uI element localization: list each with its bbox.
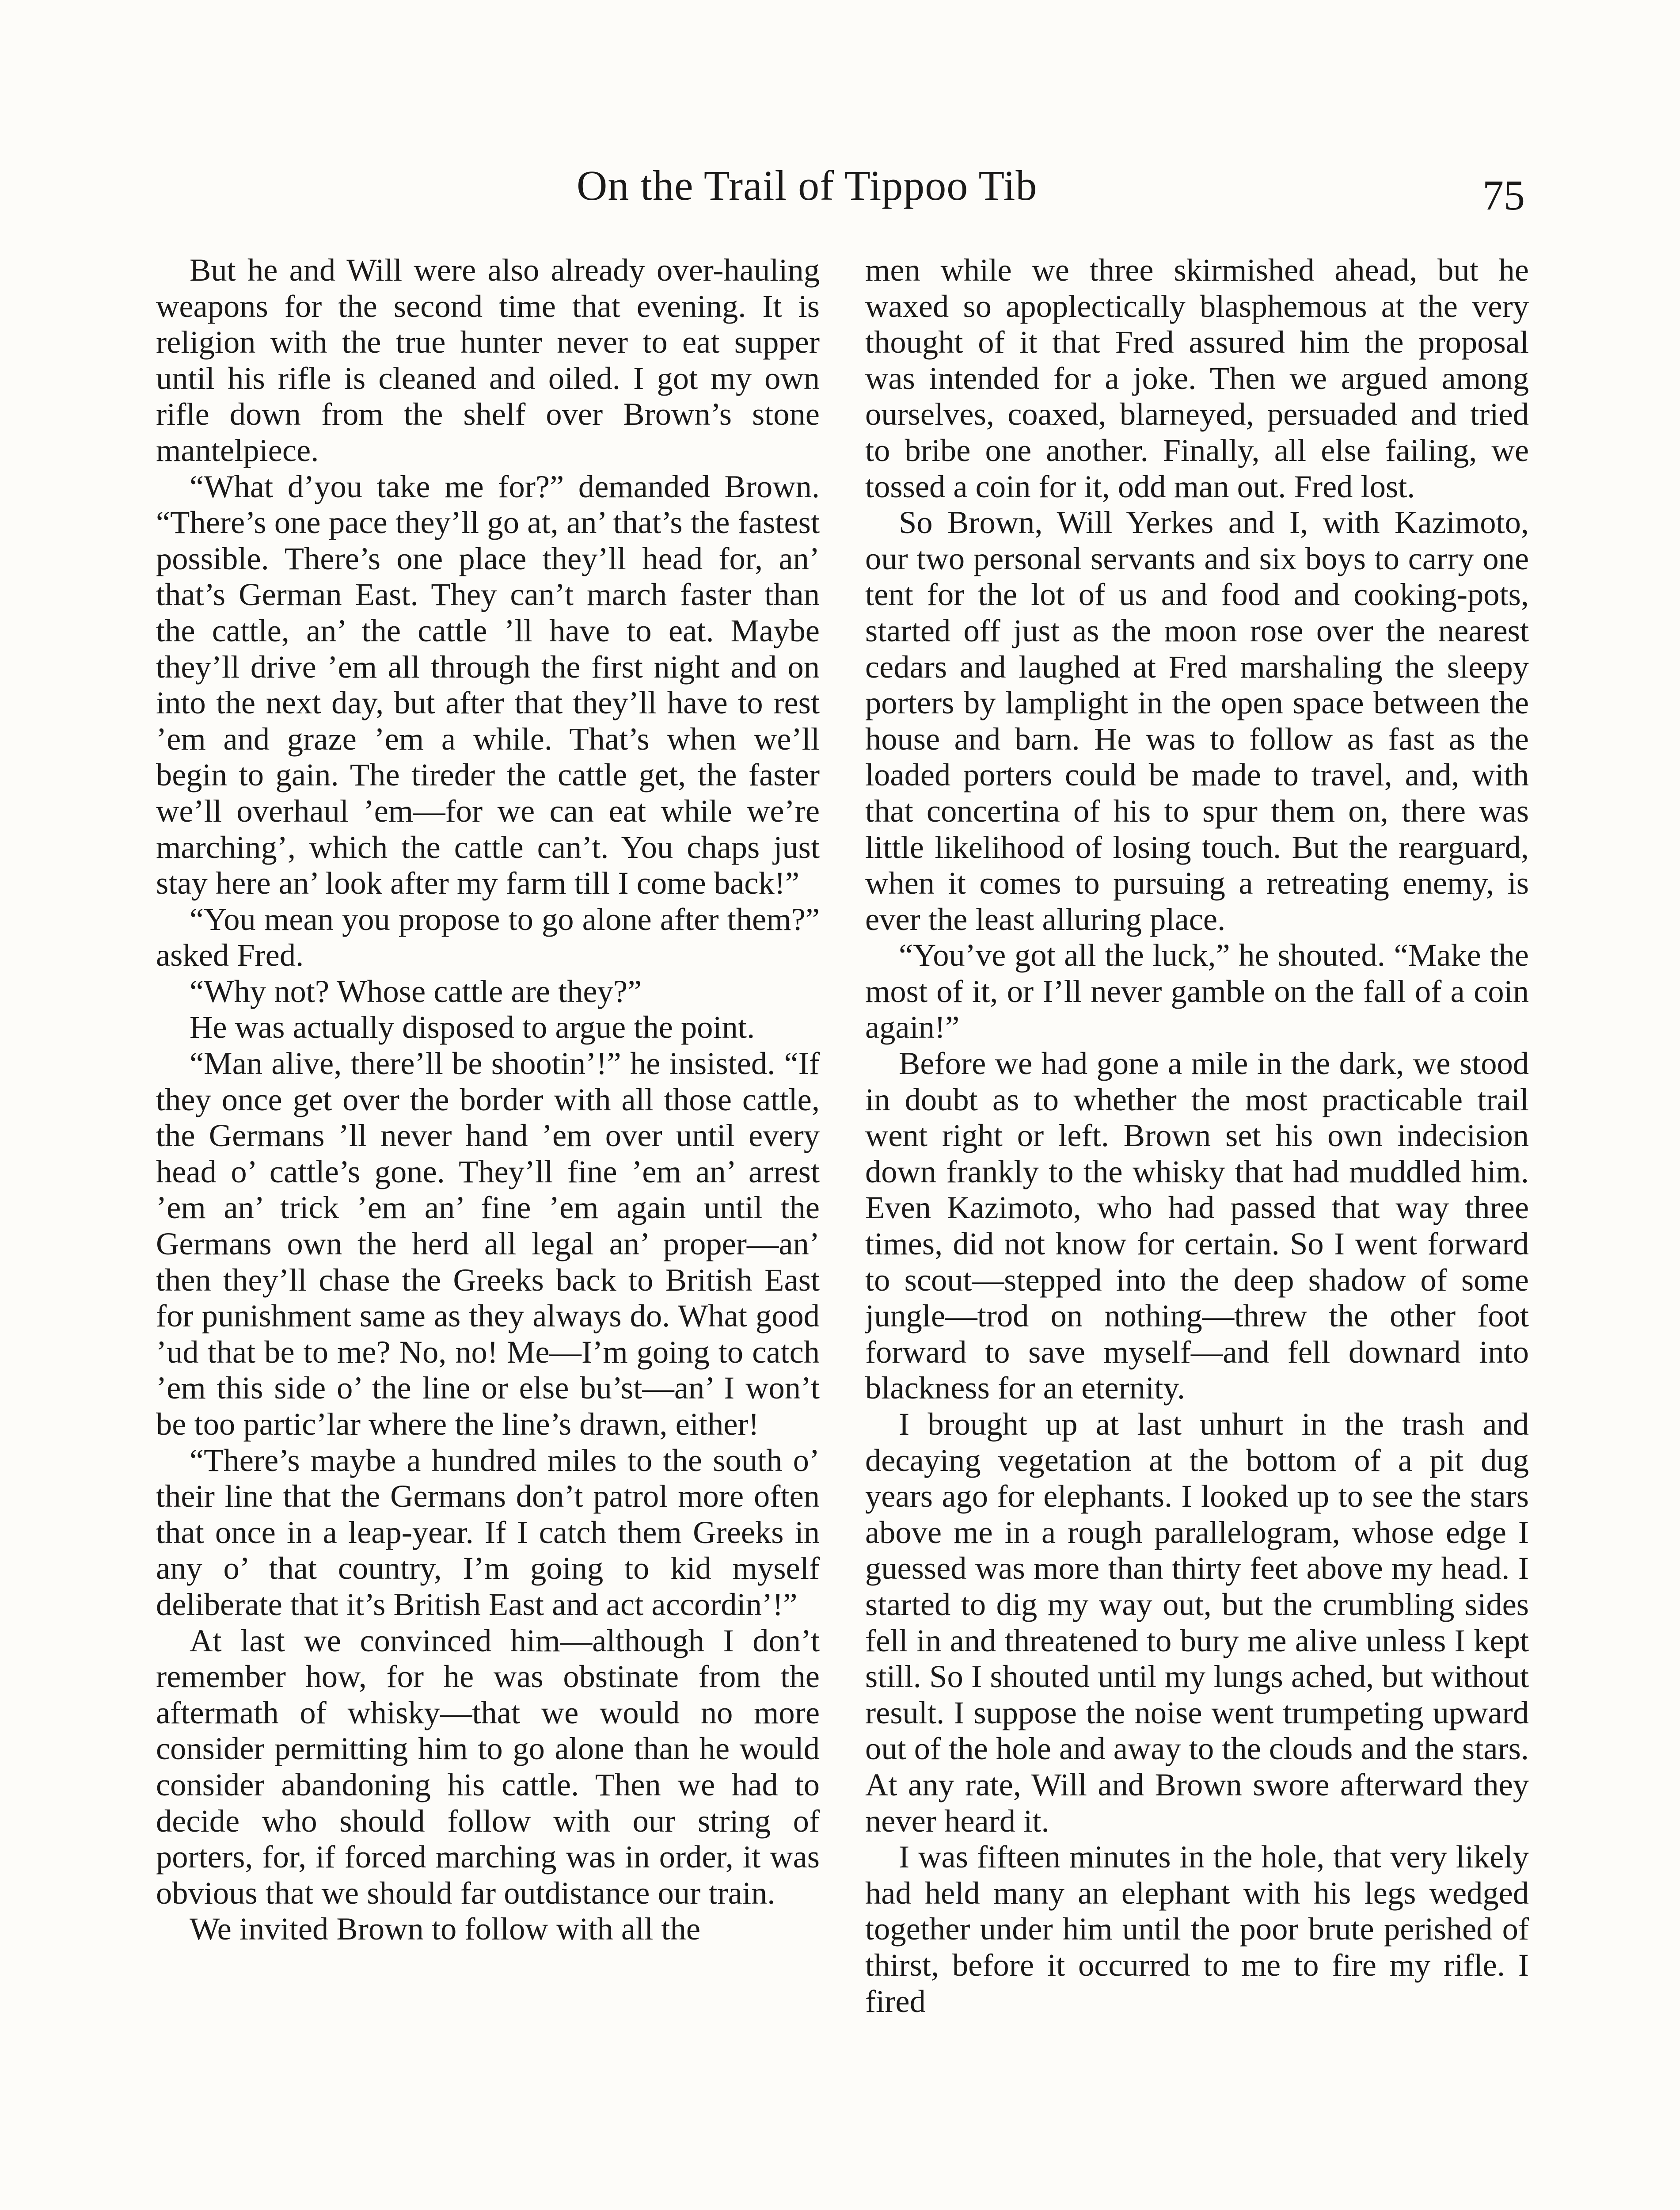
running-title: On the Trail of Tippoo Tib [577,162,1038,209]
paragraph-continued: men while we three skirmished ahead, but he waxed so apoplectically blasphemous at the very thought of it that Fred assured him the proposal was intended for a joke. Then we argued among ourselves, coaxed, blarneyed, persuaded and tried to bribe one another. Finally, all else failing, we tossed a coin for it, odd man out. Fred lost. [865,252,1529,504]
paragraph: But he and Will were also already over-hauling weapons for the second time that evening. It is religion with the true hunter never to eat supper until his rifle is cleaned and oiled. I got my own rifle down from the shelf over Brown’s stone mantelpiece. [156,252,820,468]
left-column [156,252,820,2210]
paragraph: I was fifteen minutes in the hole, that very likely had held many an elephant with his legs wedged together under him until the poor brute perished of thirst, before it occurred to me to fire my rifle. I fired [865,1839,1529,2019]
paragraph: At last we convinced him—although I don’t remember how, for he was obstinate from the aftermath of whisky—that we would no more consider permitting him to go alone than he would consider abandoning his cattle. Then we had to decide who should follow with our string of porters, for, if forced marching was in order, it was obvious that we should far outdistance our train. [156,1622,820,1911]
paragraph: “You mean you propose to go alone after them?” asked Fred. [156,901,820,973]
paragraph: He was actually disposed to argue the point. [190,1009,755,1045]
page-number: 75 [1482,171,1525,219]
paragraph: “Why not? Whose cattle are they?” [190,973,642,1009]
running-header [0,159,1680,221]
paragraph: “You’ve got all the luck,” he shouted. “Make the most of it, or I’ll never gamble on the fall of a coin again!” [865,937,1529,1045]
paragraph: We invited Brown to follow with all the [190,1911,700,1947]
paragraph: So Brown, Will Yerkes and I, with Kazimoto, our two personal servants and six boys to carry one tent for the lot of us and food and cooking-pots, started off just as the moon rose over the nearest cedars and laughed at Fred marshaling the sleepy porters by lamplight in the open space between the house and barn. He was to follow as fast as the loaded porters could be made to travel, and, with that concertina of his to spur them on, there was little likelihood of losing touch. But the rearguard, when it comes to pursuing a retreating enemy, is ever the least alluring place. [865,504,1529,937]
paragraph: “There’s maybe a hundred miles to the south o’ their line that the Germans don’t patrol more often that once in a leap-year. If I catch them Greeks in any o’ that country, I’m going to kid myself deliberate that it’s British East and act accordin’!” [156,1442,820,1622]
paragraph: Before we had gone a mile in the dark, we stood in doubt as to whether the most practicable trail went right or left. Brown set his own indecision down frankly to the whisky that had muddled him. Even Kazimoto, who had passed that way three times, did not know for certain. So I went forward to scout—stepped into the deep shadow of some jungle—trod on nothing—threw the other foot forward to save myself—and fell downard into blackness for an eternity. [865,1045,1529,1406]
paragraph: “Man alive, there’ll be shootin’!” he insisted. “If they once get over the border with all those cattle, the Germans ’ll never hand ’em over until every head o’ cattle’s gone. They’ll fine ’em an’ arrest ’em an’ trick ’em an’ fine ’em again until the Germans own the herd all legal an’ proper—an’ then they’ll chase the Greeks back to British East for punishment same as they always do. What good ’ud that be to me? No, no! Me—I’m going to catch ’em this side o’ the line or else bu’st—an’ I won’t be too partic’lar where the line’s drawn, either! [156,1045,820,1442]
paragraph: “What d’you take me for?” demanded Brown. “There’s one pace they’ll go at, an’ that’s the fastest possible. There’s one place they’ll head for, an’ that’s German East. They can’t march faster than the cattle, an’ the cattle ’ll have to eat. Maybe they’ll drive ’em all through the first night and on into the next day, but after that they’ll have to rest ’em and graze ’em a while. That’s when we’ll begin to gain. The tireder the cattle get, the faster we’ll overhaul ’em—for we can eat while we’re marching’, which the cattle can’t. You chaps just stay here an’ look after my farm till I come back!” [156,468,820,901]
right-column [865,252,1529,2210]
paragraph: I brought up at last unhurt in the trash and decaying vegetation at the bottom of a pit dug years ago for elephants. I looked up to see the stars above me in a rough parallelogram, whose edge I guessed was more than thirty feet above my head. I started to dig my way out, but the crumbling sides fell in and threatened to bury me alive unless I kept still. So I shouted until my lungs ached, but without result. I suppose the noise went trumpeting upward out of the hole and away to the clouds and the stars. At any rate, Will and Brown swore afterward they never heard it. [865,1406,1529,1839]
